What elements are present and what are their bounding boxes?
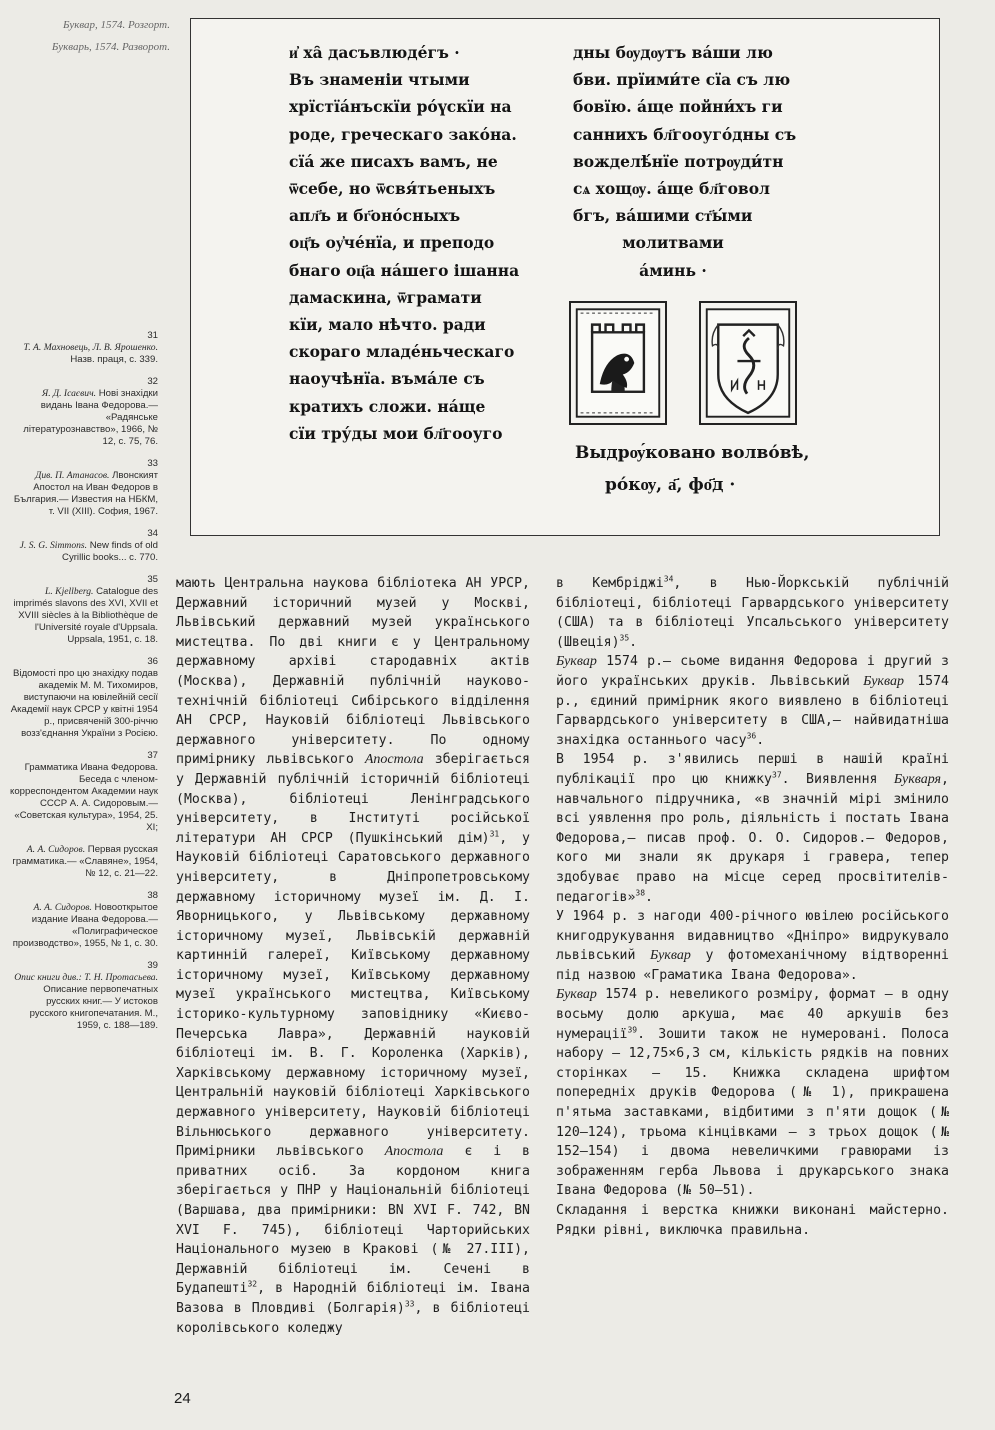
footnote-text: Catalogue des imprimés slavons des XVI, XVII et XVIII siècles à la Bibliothèque de l'Université royale d'Uppsala. Uppsala, 1951, c. 18. (13, 586, 158, 645)
paragraph (556, 750, 949, 907)
slavonic-line: саннихъ бл҃гооуго́дны съ (573, 124, 797, 144)
footnote-ref: 38 (635, 888, 646, 898)
footnote-author: Див. П. Атанасов. (35, 470, 110, 481)
slavonic-line: скораго младе́ньческаго (289, 342, 515, 362)
margin-footnotes (8, 330, 158, 1042)
italic-title: Букваря (893, 771, 942, 787)
footnote (8, 458, 158, 518)
footnote-number: 34 (147, 528, 158, 539)
footnote-ref: 31 (489, 829, 500, 839)
text-run: , навчального підручника, «в значній мірі змінило всі уявлення про роль, діяльність і постать Івана Федорова,— писав проф. О. О. Сидоров.— Федоров, кого ми знали як друкаря і гравера, тепер здобуває право на місце серед просвітителів-педагогів» (556, 771, 949, 905)
slavonic-line: кратихъ сложи. на́ще (289, 396, 486, 416)
caption-ukrainian: Буквар, 1574. Розгорт. (62, 19, 170, 31)
footnote-author: А. А. Сидоров. (26, 844, 86, 855)
italic-title: Буквар (556, 987, 597, 1003)
text-run: Складання і верстка книжки виконані майстерно. Рядки рівні, виключка правильна. (556, 1203, 949, 1238)
slavonic-line: вожделѣ́нїе потрѹди́тн (573, 151, 784, 171)
text-run: . (629, 634, 638, 650)
slavonic-line: дамаскина, ѿграмати (289, 287, 482, 307)
slavonic-line: дны бѹдѹтъ ва́ши лю (573, 43, 773, 62)
footnote-ref: 39 (627, 1025, 638, 1035)
footnote-number: 32 (147, 376, 158, 387)
text-run: . Виявлення (781, 771, 894, 787)
footnote-number: 39 (147, 960, 158, 971)
slavonic-line: Въ знаменіи чтыми (289, 70, 470, 90)
text-run: В 1954 р. з'явились перші в нашій країні публікації про цю книжку (556, 752, 949, 787)
colophon-line: Выдрѹ́ковано волво́вѣ, (575, 443, 810, 463)
footnote (8, 574, 158, 646)
footnote-text: Грамматика Ивана Федорова. Беседа с членом-корреспондентом Академии наук СССР А. А. Сидоровым.— «Советская культура», 1954, 25. XI; (10, 762, 158, 833)
slavonic-line: апл҃ъ и бг҃оно́сныхъ (289, 206, 461, 226)
text-run: . Зошити також не нумеровані. Полоса набору — 12,75×6,3 см, кількість рядків на повних сторінках — 15. Книжка складена шрифтом попередніх друків Федорова (№ 1), прикрашена п'ятьма заставками, відбитими з п'яти дощок (№ 120—124), трьома кінцівками — з трьох дощок (№ 152—154) і двома невеличкими гравюрами із зображенням герба Львова і друкарського знака Івана Федорова (№ 50—51). (556, 1026, 949, 1199)
body-text-column-left (176, 574, 530, 1338)
text-run: , в Нью-Йоркській публічній бібліотеці, бібліотеці Гарвардського університету (США) та в бібліотеці Упсальського університету (Швеція) (556, 576, 949, 650)
body-text-column-right (556, 574, 949, 1240)
text-run: 1574 р.— сьоме видання Федорова і другий з його українських друків. Львівський (556, 654, 949, 689)
slavonic-line: бви. прїими́те сїа съ лю (573, 70, 791, 90)
footnote-number: 33 (147, 458, 158, 469)
italic-title: Буквар (556, 654, 597, 670)
slavonic-line: бовїю. а́ще пойни́хъ ги (573, 97, 783, 117)
text-run: , у Науковій бібліотеці Саратовського державного університету, в Дніпропетровському державному історичному музеї ім. Д. І. Яворницького, у Львівському державному історичному музеї, Львівській державній картинній галереї, Київському державному історичному музеї, Київському державному музеї українського мистецтва, Київському історико-культурному заповіднику «Києво-Печерська Лавра», Державній науковій бібліотеці ім. В. Г. Короленка (Харків), Харківському державному історичному музеї, Центральній науковій бібліотеці Харківського державного університету, Науковій бібліотеці Вільнюського державного університету. Примірники львівського (176, 830, 530, 1160)
printer-device-icon (701, 303, 795, 423)
slavonic-line: оц҃ъ оу҆че́нїа, и преподо (289, 233, 495, 253)
footnote-ref: 33 (404, 1299, 415, 1309)
footnote-author: Т. А. Махновець, Л. В. Ярошенко. (23, 342, 158, 353)
footnote-text: Нові знахідки видань Івана Федорова.— «Радянське літературознавство», 1966, № 12, с. 75, 76. (23, 388, 158, 447)
footnote-number: 38 (147, 890, 158, 901)
footnote-number: 37 (147, 750, 158, 761)
slavonic-line: и҆ ха̑ дасъвлюде́гъ · (289, 43, 460, 62)
text-run: . (645, 889, 653, 905)
text-run: мають Центральна наукова бібліотека АН УРСР, Державний історичний музей у Москві, Львівський державний музей українського мистецтва. По дві книги є у Центральному державному архіві стародавніх актів (Москва), Державній публічній науково-технічній бібліотеці Сибірського відділення АН СРСР, Науковій бібліотеці Львівського державного університету. По одному примірнику львівського (176, 576, 530, 768)
footnote-author: Опис книги див.: Т. Н. Протасьева. (14, 972, 158, 983)
footnote-author: L. Kjellberg. (45, 586, 94, 597)
lviv-coat-of-arms-emblem (569, 301, 667, 425)
footnote (8, 960, 158, 1032)
colophon (575, 437, 809, 501)
printer-mark-emblem (699, 301, 797, 425)
slavonic-line: наоучѣнїа. въма́ле съ (289, 369, 485, 389)
footnote (8, 890, 158, 950)
footnote-text: Описание первопечатных русских книг.— У истоков русского книгопечатания. М., 1959, с. 188—189. (29, 984, 158, 1031)
text-run: зберігається у Державній публічній історичній бібліотеці (Москва), бібліотеці Ленінградського університету, в Інституті російської літератури АН СРСР (Пушкінський дім) (176, 752, 530, 846)
footnote-author: J. S. G. Simmons. (19, 540, 88, 551)
footnote-text: Новооткрытое издание Ивана Федорова.— «Полиграфическое производство», 1955, № 1, с. 30. (12, 902, 158, 949)
italic-title: Апостола (384, 1144, 444, 1160)
facsimile-right-page (573, 39, 796, 284)
footnote-author: А. А. Сидоров. (33, 902, 92, 913)
slavonic-line: роде, греческаго зако́на. (289, 124, 517, 144)
paragraph (556, 1201, 949, 1240)
facsimile-left-page (289, 39, 519, 447)
slavonic-line: хрїстїа́нъскїи ро́үскїи на (289, 97, 512, 117)
slavonic-line: кїи, мало нѣчто. ради (289, 315, 486, 335)
text-run: 1574 р., єдиний примірник якого виявлено в бібліотеці Гарвардського університету в США,— найвидатніша знахідка останнього часу (556, 673, 949, 748)
slavonic-line: бнаго оц҃а на́шего ішанна (289, 260, 520, 280)
italic-title: Апостола (364, 752, 424, 768)
paragraph (556, 652, 949, 750)
slavonic-line: бгъ, ва́шими ст҃ы́ми (573, 206, 753, 226)
page-number: 24 (174, 1390, 191, 1407)
footnote-number: 31 (147, 330, 158, 341)
colophon-line: ро́кѹ, а҃, фо҃д · (605, 475, 736, 495)
paragraph (556, 907, 949, 985)
footnote-text: New finds of old Cyrillic books... с. 770. (62, 540, 158, 563)
footnote-number: 35 (147, 574, 158, 585)
footnote-ref: 36 (746, 731, 757, 741)
figure-captions (20, 14, 170, 58)
italic-title: Буквар (650, 948, 691, 964)
footnote-text: Відомості про цю знахідку подав академік М. М. Тихомиров, виступаючи на ювілейній сесії Академії наук СРСР у квітні 1954 р., присвяченій 300-річчю возз'єднання України з Росією. (10, 668, 158, 739)
paragraph (556, 574, 949, 652)
footnote (8, 844, 158, 880)
text-run: , в бібліотеці королівського коледжу (176, 1300, 530, 1336)
footnote-ref: 34 (663, 574, 674, 584)
slavonic-line-centered: а́минь · (639, 260, 707, 280)
text-run: У 1964 р. з нагоди 400-річного ювілею російського книгодрукування видавництво «Дніпро» видрукувало львівський (556, 909, 949, 964)
slavonic-line-centered: молитвами (622, 233, 724, 253)
footnote (8, 656, 158, 740)
footnote (8, 750, 158, 834)
footnote-text: Первая русская грамматика.— «Славяне», 1954, № 12, с. 21—22. (12, 844, 158, 879)
footnote (8, 330, 158, 366)
text-run: , в Народній бібліотеці ім. Івана Вазова в Пловдиві (Болгарія) (176, 1281, 530, 1316)
paragraph (176, 574, 530, 1338)
slavonic-line: сїи тру́ды мои бл҃гооуго (289, 423, 503, 443)
footnote (8, 376, 158, 448)
lion-tower-icon (571, 303, 665, 423)
footnote (8, 528, 158, 564)
facsimile-spread (190, 18, 940, 536)
footnote-number: 36 (147, 656, 158, 667)
footnote-ref: 32 (247, 1279, 258, 1289)
slavonic-line: сїа́ же писахъ вамъ, не (289, 151, 498, 171)
text-run: . (756, 732, 765, 748)
footnote-author: Я. Д. Ісаєвич. (41, 388, 97, 399)
footnote-ref: 37 (772, 770, 782, 780)
slavonic-line: ѿсебе, но ѿсвя́тьеныхъ (289, 179, 496, 199)
footnote-text: Лвонският Апостол на Иван Федоров в България.— Известия на НБКМ, т. VII (XIII). София, 1967. (13, 470, 158, 517)
caption-russian: Букварь, 1574. Разворот. (51, 41, 170, 53)
paragraph (556, 985, 949, 1201)
footnote-ref: 35 (619, 633, 630, 643)
text-run: у фотомеханічному відтворенні під назвою «Граматика Івана Федорова». (556, 948, 949, 983)
text-run: є і в приватних осіб. За кордоном книга зберігається у ПНР у Національній бібліотеці (Варшава, два примірники: BN XVI F. 742, BN XVI F. 745), бібліотеці Чарторийських Національного музею в Кракові (№ 27.III), Державній бібліотеці ім. Сечені в Будапешті (176, 1144, 530, 1297)
text-run: в Кембріджі (556, 576, 664, 591)
slavonic-line: сѧ хощѹ. а́ще бл҃говол (573, 179, 770, 199)
text-run: 1574 р. невеликого розміру, формат — в одну восьму долю аркуша, має 40 аркушів без нумерації (556, 987, 949, 1042)
footnote-text: Назв. праця, с. 339. (70, 354, 158, 365)
italic-title: Буквар (863, 673, 904, 689)
